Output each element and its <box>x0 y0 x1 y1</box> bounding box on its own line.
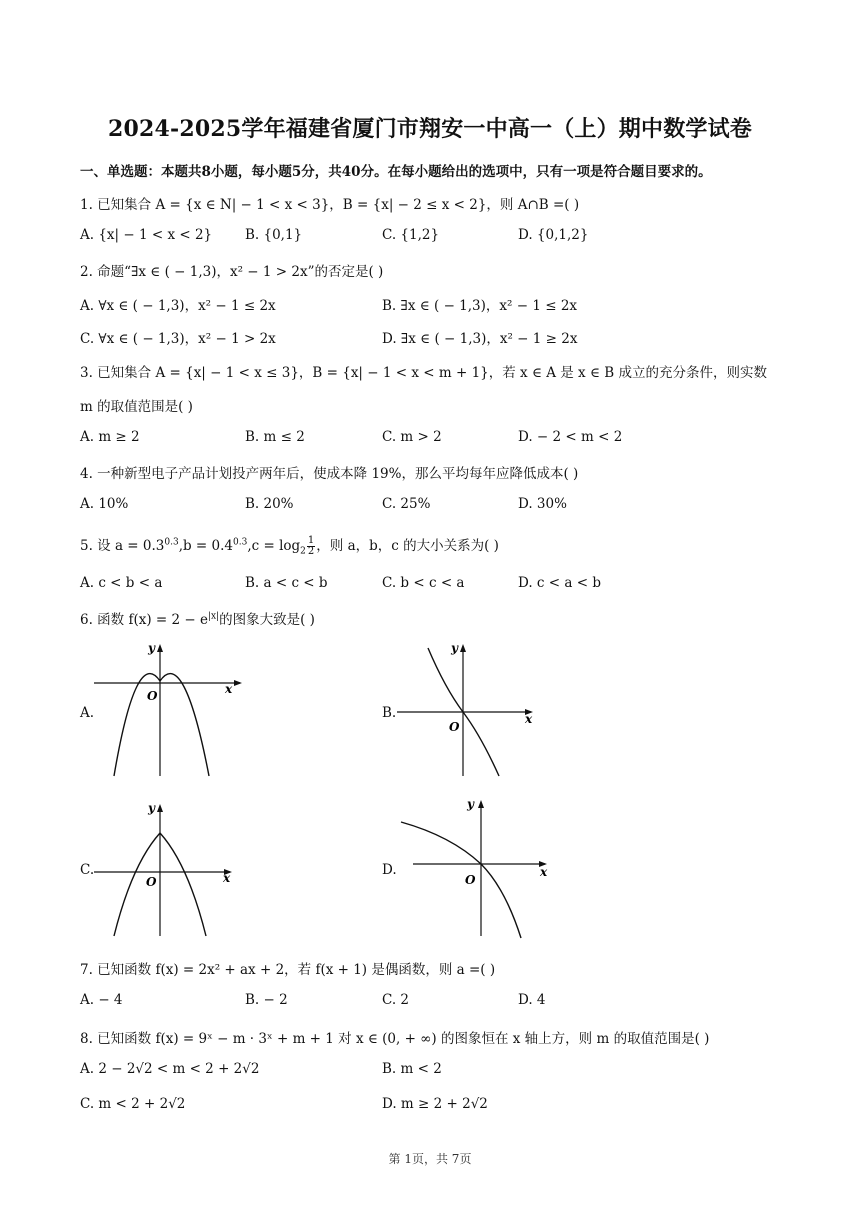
graph-d-label: D. <box>382 862 397 878</box>
graph-d <box>395 796 555 941</box>
question-7-option-a: A. − 4 <box>80 992 123 1008</box>
question-8-option-d: D. m ≥ 2 + 2√2 <box>382 1096 488 1112</box>
question-3-stem: 3. 已知集合 A = {x| − 1 < x ≤ 3}，B = {x| − 1 < x < m + 1}，若 x ∈ A 是 x ∈ B 成立的充分条件，则实数 <box>80 365 767 381</box>
section-heading: 一、单选题：本题共8小题，每小题5分，共40分。在每小题给出的选项中，只有一项是符合题目要求的。 <box>80 164 712 180</box>
question-2-option-c: C. ∀x ∈ ( − 1,3)，x² − 1 > 2x <box>80 331 276 347</box>
question-5-option-c: C. b < c < a <box>382 575 465 591</box>
graph-c-curve-right <box>160 833 206 936</box>
question-7-option-c: C. 2 <box>382 992 410 1008</box>
graph-b-x-label: x <box>525 712 533 726</box>
graph-a-x-arrow <box>234 680 242 686</box>
question-1-option-c: C. {1,2} <box>382 227 440 243</box>
graph-d-origin: O <box>465 873 476 887</box>
graph-a-y-label: y <box>148 641 155 655</box>
q5-text-3: ,c = log <box>247 538 301 554</box>
question-3-option-c: C. m > 2 <box>382 429 442 445</box>
q5-text-2: ,b = 0.4 <box>178 538 233 554</box>
q5-text-4: ，则 a，b，c 的大小关系为( ) <box>316 538 499 554</box>
graph-d-y-arrow <box>478 800 484 808</box>
graph-b <box>395 636 545 781</box>
question-2-option-d: D. ∃x ∈ ( − 1,3)，x² − 1 ≥ 2x <box>382 331 578 347</box>
q5-fraction-numerator: 1 <box>307 535 315 546</box>
question-3-stem-continued: m 的取值范围是( ) <box>80 399 193 415</box>
question-4-option-a: A. 10% <box>80 496 129 512</box>
question-4-option-d: D. 30% <box>518 496 567 512</box>
graph-c-y-label: y <box>148 801 155 815</box>
q6-text-1: 6. 函数 f(x) = 2 − e <box>80 612 208 628</box>
q5-fraction <box>307 536 315 557</box>
graph-a-label: A. <box>80 705 95 721</box>
question-6-stem <box>80 608 800 628</box>
question-1-stem: 1. 已知集合 A = {x ∈ N| − 1 < x < 3}，B = {x| − 2 ≤ x < 2}，则 A∩B =( ) <box>80 197 580 213</box>
question-3-option-a: A. m ≥ 2 <box>80 429 140 445</box>
graph-c-x-label: x <box>223 871 231 885</box>
graph-c <box>92 796 252 941</box>
exam-title: 2024-2025学年福建省厦门市翔安一中高一（上）期中数学试卷 <box>108 116 752 142</box>
graph-b-origin: O <box>449 720 460 734</box>
question-7-option-b: B. − 2 <box>245 992 288 1008</box>
question-8-option-b: B. m < 2 <box>382 1061 442 1077</box>
question-5-stem <box>80 534 800 557</box>
q5-log-base: 2 <box>300 546 306 557</box>
question-8-stem: 8. 已知函数 f(x) = 9ˣ − m · 3ˣ + m + 1 对 x ∈ (0, + ∞) 的图象恒在 x 轴上方，则 m 的取值范围是( ) <box>80 1031 710 1047</box>
question-8-option-c: C. m < 2 + 2√2 <box>80 1096 186 1112</box>
page-footer: 第 1页，共 7页 <box>388 1152 472 1166</box>
question-1-option-a: A. {x| − 1 < x < 2} <box>80 227 213 243</box>
graph-b-label: B. <box>382 705 397 721</box>
graph-c-y-arrow <box>157 804 163 812</box>
graph-c-label: C. <box>80 862 95 878</box>
q6-exponent: |x| <box>207 611 220 622</box>
question-4-option-c: C. 25% <box>382 496 431 512</box>
question-5-option-d: D. c < a < b <box>518 575 601 591</box>
graph-d-curve <box>401 822 521 938</box>
graph-a-x-label: x <box>225 682 233 696</box>
graph-b-y-arrow <box>460 644 466 652</box>
question-7-stem: 7. 已知函数 f(x) = 2x² + ax + 2，若 f(x + 1) 是偶函数，则 a =( ) <box>80 962 496 978</box>
question-4-stem: 4. 一种新型电子产品计划投产两年后，使成本降 19%，那么平均每年应降低成本( ) <box>80 466 579 482</box>
question-8-option-a: A. 2 − 2√2 < m < 2 + 2√2 <box>80 1061 260 1077</box>
graph-a-origin: O <box>147 689 158 703</box>
q6-text-2: 的图象大致是( ) <box>219 612 315 628</box>
graph-a-y-arrow <box>157 644 163 652</box>
question-5-option-a: A. c < b < a <box>80 575 163 591</box>
question-7-option-d: D. 4 <box>518 992 546 1008</box>
graph-b-y-label: y <box>451 641 458 655</box>
question-1-option-b: B. {0,1} <box>245 227 303 243</box>
q5-exponent-b: 0.3 <box>233 537 248 548</box>
q5-text-1: 5. 设 a = 0.3 <box>80 538 165 554</box>
question-1-option-d: D. {0,1,2} <box>518 227 589 243</box>
question-3-option-b: B. m ≤ 2 <box>245 429 305 445</box>
question-5-option-b: B. a < c < b <box>245 575 328 591</box>
graph-c-origin: O <box>146 875 157 889</box>
graph-d-x-label: x <box>540 865 548 879</box>
question-3-option-d: D. − 2 < m < 2 <box>518 429 623 445</box>
question-4-option-b: B. 20% <box>245 496 294 512</box>
question-2-option-a: A. ∀x ∈ ( − 1,3)，x² − 1 ≤ 2x <box>80 298 276 314</box>
graph-a <box>92 636 252 781</box>
q5-exponent-a: 0.3 <box>164 537 179 548</box>
question-2-option-b: B. ∃x ∈ ( − 1,3)，x² − 1 ≤ 2x <box>382 298 578 314</box>
q5-fraction-denominator: 2 <box>307 546 315 557</box>
graph-d-y-label: y <box>467 797 474 811</box>
question-2-stem: 2. 命题“∃x ∈ ( − 1,3)，x² − 1 > 2x”的否定是( ) <box>80 264 384 280</box>
graph-a-curve <box>114 674 209 776</box>
